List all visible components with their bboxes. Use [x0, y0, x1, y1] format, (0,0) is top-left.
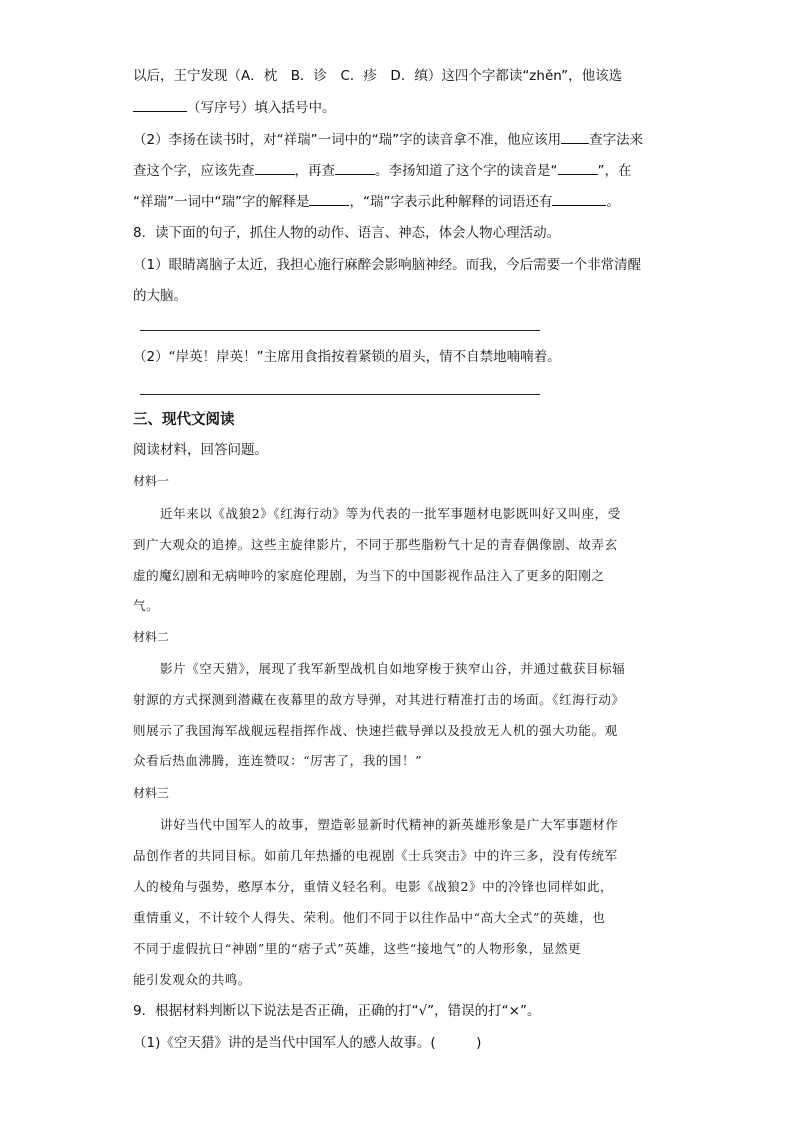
q7-part-2-text-b: 查字法来 [589, 132, 644, 148]
material-2-label: 材料二 [133, 630, 170, 644]
q7-part-2-line-3 [133, 191, 620, 212]
material-3-label: 材料三 [133, 786, 170, 800]
q8-sentence-1-line-1: （1）眼睛离脑子太近，我担心施行麻醉会影响脑神经。而我，今后需要一个非常清醒 [133, 257, 642, 273]
q9-title: 9．根据材料判断以下说法是否正确，正确的打“√”，错误的打“×”。 [133, 1003, 541, 1019]
q8-sentence-1-line-2: 的大脑。 [133, 288, 187, 304]
material-1-line-2: 到广大观众的追捧。这些主旋律影片，不同于那些脂粉气十足的青春偶像剧、故弄玄 [133, 537, 618, 552]
q7-line-2-text: （写序号）填入括号中。 [187, 100, 336, 116]
q8-sentence-2: （2）“岸英！岸英！”主席用食指按着紧锁的眉头，情不自禁地喃喃着。 [133, 349, 561, 365]
material-1-line-3: 虚的魔幻剧和无病呻吟的家庭伦理剧，为当下的中国影视作品注入了更多的阳刚之 [133, 568, 605, 583]
q8-answer-line-1[interactable] [140, 330, 540, 331]
answer-blank[interactable] [255, 160, 295, 175]
material-1-line-1: 近年来以《战狼2》《红海行动》等为代表的一批军事题材电影既叫好又叫座，受 [160, 506, 621, 521]
q8-title: 8．读下面的句子，抓住人物的动作、语言、神态，体会人物心理活动。 [133, 225, 561, 241]
q7-part-2-line-1 [133, 129, 643, 150]
material-3-line-5: 不同于虚假抗日“神剧”里的“痞子式”英雄，这些“接地气”的人物形象，显然更 [133, 941, 582, 956]
material-3-line-3: 人的棱角与强势，憨厚本分，重情义轻名利。电影《战狼2》中的冷锋也同样如此， [133, 879, 614, 894]
material-1-line-4: 气。 [133, 598, 160, 613]
q7-line-1: 以后，王宁发现（A．枕 B．诊 C．疹 D．缜）这四个字都读“zhěn”，他该选 [133, 68, 623, 84]
answer-blank[interactable] [133, 97, 187, 112]
answer-blank[interactable] [552, 191, 606, 206]
q7-text: ，再查 [294, 163, 335, 179]
answer-blank[interactable] [309, 191, 349, 206]
q7-text: “祥瑞”一词中“瑞”字的解释是 [133, 194, 310, 210]
material-2-line-1: 影片《空天猎》，展现了我军新型战机自如地穿梭于狭窄山谷，并通过截获目标辐 [160, 661, 626, 676]
material-3-line-6: 能引发观众的共鸣。 [133, 972, 251, 987]
section-3-intro: 阅读材料，回答问题。 [133, 442, 268, 458]
material-2-line-3: 则展示了我国海军战舰远程指挥作战、快速拦截导弹以及投放无人机的强大功能。观 [133, 723, 618, 738]
answer-blank[interactable] [561, 129, 589, 144]
q7-text: 。 [606, 194, 620, 210]
material-2-line-2: 射源的方式探测到潜藏在夜幕里的敌方导弹，对其进行精准打击的场面。《红海行动》 [133, 692, 625, 707]
q7-part-2-text-a: （2）李扬在读书时，对“祥瑞”一词中的“瑞”字的读音拿不准，他应该用 [133, 132, 562, 148]
q7-part-2-line-2 [133, 160, 632, 181]
q7-text: 。李扬知道了这个字的读音是“ [375, 163, 558, 179]
q8-answer-line-2[interactable] [140, 394, 540, 395]
material-3-line-1: 讲好当代中国军人的故事，塑造彰显新时代精神的新英雄形象是广大军事题材作 [160, 817, 619, 832]
q7-line-2 [133, 97, 336, 118]
material-2-line-4: 众看后热血沸腾，连连赞叹：“厉害了，我的国！” [133, 753, 423, 768]
material-1-label: 材料一 [133, 474, 170, 488]
material-3-line-2: 品创作者的共同目标。如前几年热播的电视剧《士兵突击》中的许三多，没有传统军 [133, 848, 618, 863]
answer-blank[interactable] [335, 160, 375, 175]
q7-text: ，“瑞”字表示此种解释的词语还有 [349, 194, 553, 210]
q7-text: 查这个字，应该先查 [133, 163, 255, 179]
answer-blank[interactable] [558, 160, 598, 175]
material-3-line-4: 重情重义，不计较个人得失、荣利。他们不同于以往作品中“高大全式”的英雄，也 [133, 910, 606, 925]
q9-item-1[interactable]: （1)《空天猎》讲的是当代中国军人的感人故事。( ) [133, 1035, 482, 1051]
section-3-heading: 三、现代文阅读 [133, 412, 235, 428]
q7-text: ”，在 [597, 163, 632, 179]
